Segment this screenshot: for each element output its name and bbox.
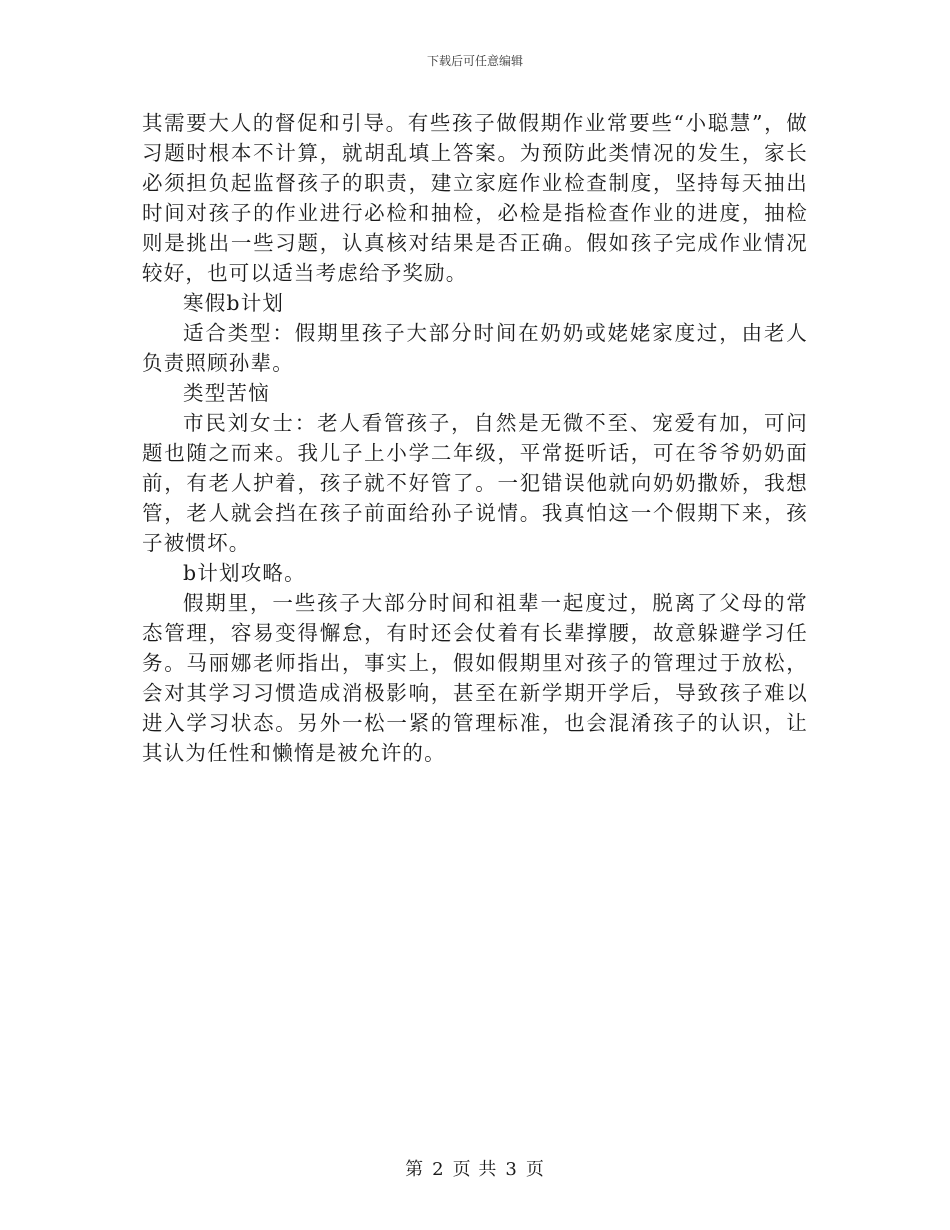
- paragraph-suitable-type: 适合类型：假期里孩子大部分时间在奶奶或姥姥家度过，由老人负责照顾孙辈。: [142, 321, 808, 375]
- paragraph-citizen-quote: 市民刘女士：老人看管孩子，自然是无微不至、宠爱有加，可问题也随之而来。我儿子上小学二年级，平常挺听话，可在爷爷奶奶面前，有老人护着，孩子就不好管了。一犯错误他就向奶奶撒娇，我想管，老人就会挡在孩子前面给孙子说情。我真怕这一个假期下来，孩子被惯坏。: [142, 411, 808, 555]
- footer-prefix: 第: [405, 1159, 425, 1180]
- footer-total-pages: 3: [505, 1159, 518, 1180]
- page-footer: [0, 1155, 950, 1181]
- paragraph-strategy: 假期里，一些孩子大部分时间和祖辈一起度过，脱离了父母的常态管理，容易变得懈怠，有时还会仗着有长辈撑腰，故意躲避学习任务。马丽娜老师指出，事实上，假如假期里对孩子的管理过于放松，会对其学习习惯造成消极影响，甚至在新学期开学后，导致孩子难以进入学习状态。另外一松一紧的管理标准，也会混淆孩子的认识，让其认为任性和懒惰是被允许的。: [142, 591, 808, 765]
- paragraph-continuation: 其需要大人的督促和引导。有些孩子做假期作业常要些“小聪慧”，做习题时根本不计算，就胡乱填上答案。为预防此类情况的发生，家长必须担负起监督孩子的职责，建立家庭作业检查制度，坚持每天抽出时间对孩子的作业进行必检和抽检，必检是指检查作业的进度，抽检则是挑出一些习题，认真核对结果是否正确。假如孩子完成作业情况较好，也可以适当考虑给予奖励。: [142, 111, 808, 285]
- page-header: 下载后可任意编辑: [426, 54, 523, 68]
- document-body: [142, 108, 808, 768]
- footer-middle: 页 共: [452, 1159, 498, 1180]
- section-heading-troubles: 类型苦恼: [183, 381, 270, 405]
- section-heading-strategy: b计划攻略。: [183, 561, 306, 585]
- section-heading-plan-b: 寒假b计划: [183, 291, 285, 315]
- footer-suffix: 页: [525, 1159, 545, 1180]
- footer-page-number: 2: [432, 1159, 445, 1180]
